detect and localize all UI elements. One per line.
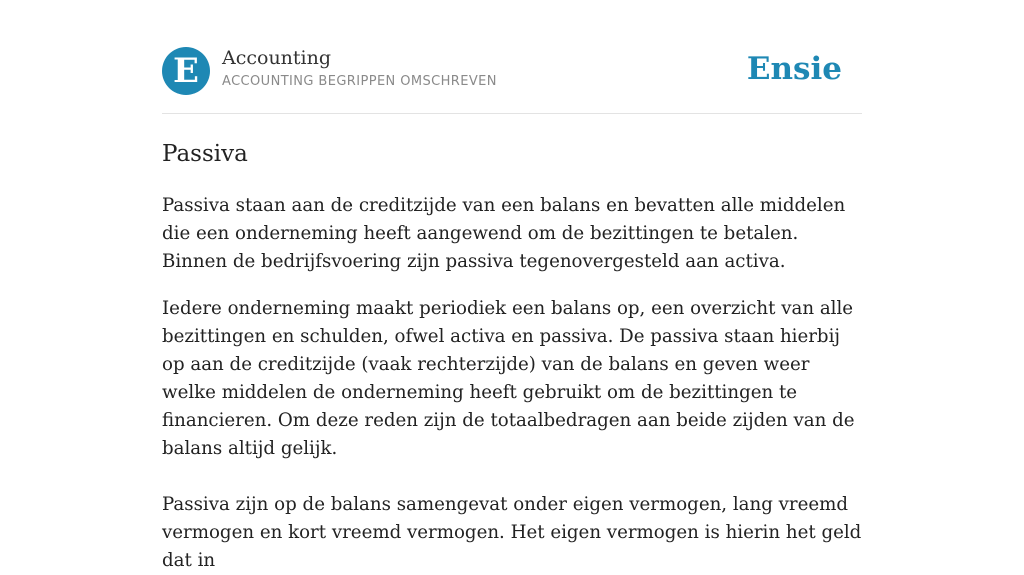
- brand-logo-link[interactable]: Ensie: [746, 51, 842, 87]
- article-paragraph-2: Iedere onderneming maakt periodiek een balans op, een overzicht van alle bezittingen en schulden, ofwel activa en passiva. De passiva staan hierbij op aan de creditzijde (vaak rechterzijde) van de balans en geven weer welke middelen de onderneming heeft gebruikt om de bezittingen te financieren. Om deze reden zijn de totaalbedragen aan beide zijden van de balans altijd gelijk.: [162, 298, 855, 459]
- site-name-link[interactable]: Accounting: [222, 47, 332, 69]
- logo-letter: E: [173, 51, 199, 91]
- page: [162, 0, 862, 575]
- article-title: Passiva: [162, 141, 248, 167]
- logo-icon[interactable]: [162, 47, 210, 95]
- site-header: [162, 0, 862, 114]
- article-paragraph-3: Passiva zijn op de balans samengevat onder eigen vermogen, lang vreemd vermogen en kort vreemd vermogen. Het eigen vermogen is hierin het geld dat in: [162, 494, 862, 571]
- article-paragraph-1: Passiva staan aan de creditzijde van een balans en bevatten alle middelen die een onderneming heeft aangewend om de bezittingen te betalen. Binnen de bedrijfsvoering zijn passiva tegenovergesteld aan activa.: [162, 195, 846, 272]
- site-subtitle: ACCOUNTING BEGRIPPEN OMSCHREVEN: [222, 74, 497, 89]
